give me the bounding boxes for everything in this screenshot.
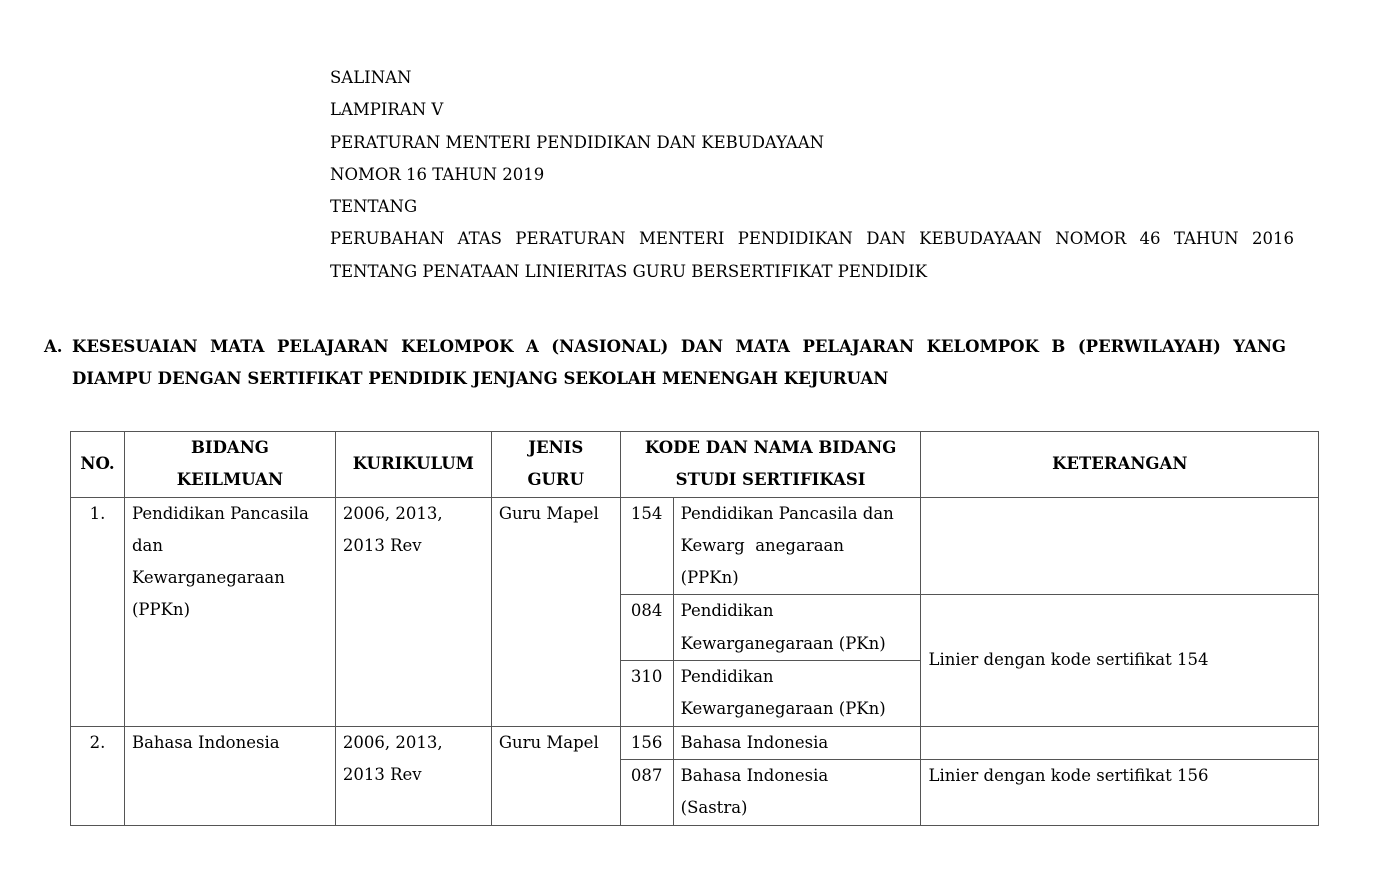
cert-name-line: (PPKn) (680, 568, 739, 588)
bidang-line: dan (131, 535, 163, 555)
row-kurikulum (335, 497, 491, 726)
header-line-peraturan: PERATURAN MENTERI PENDIDIKAN DAN KEBUDAYAAN (330, 132, 825, 152)
cert-name-line: Kewarganegaraan (PKn) (680, 699, 886, 719)
header-line-perubahan: PERUBAHAN ATAS PERATURAN MENTERI PENDIDIKAN DAN KEBUDAYAAN NOMOR 46 TAHUN 2016 (330, 229, 1294, 249)
header-line-penataan: TENTANG PENATAAN LINIERITAS GURU BERSERTIFIKAT PENDIDIK (330, 261, 928, 281)
cert-name-line: (Sastra) (680, 798, 748, 818)
kurikulum-line: 2006, 2013, (342, 503, 443, 523)
kurikulum-line: 2006, 2013, (342, 732, 443, 752)
cert-name (673, 726, 921, 759)
cert-name-line: Bahasa Indonesia (680, 732, 829, 752)
header-line-lampiran: LAMPIRAN V (330, 100, 444, 120)
cert-name-line: Kewarganegaraan (PKn) (680, 633, 886, 653)
bidang-line: Pendidikan Pancasila (131, 503, 309, 523)
cert-name-line: Pendidikan (680, 667, 774, 687)
row-keterangan (921, 726, 1319, 759)
cert-code: 154 (620, 497, 673, 595)
row-jenis-guru: Guru Mapel (491, 726, 620, 825)
row-jenis-guru: Guru Mapel (491, 497, 620, 726)
row-no: 1. (71, 497, 125, 726)
section-title-line1: KESESUAIAN MATA PELAJARAN KELOMPOK A (NASIONAL) DAN MATA PELAJARAN KELOMPOK B (PERWILAYAH) YANG (72, 337, 1286, 356)
row-kurikulum (335, 726, 491, 825)
header-jenis-line2: GURU (527, 470, 585, 490)
section-heading-a (44, 331, 1286, 395)
cert-name-line: Kewarg anegaraan (680, 535, 845, 555)
header-bidang-line2: KEILMUAN (176, 470, 284, 490)
cert-name (673, 497, 921, 595)
row-keterangan: Linier dengan kode sertifikat 154 (921, 595, 1319, 726)
cert-name (673, 759, 921, 825)
header-kode-line1: KODE DAN NAMA BIDANG (644, 438, 897, 457)
header-kode-line2: STUDI SERTIFIKASI (675, 470, 866, 490)
section-letter: A. (44, 337, 63, 356)
cert-code: 310 (620, 661, 673, 727)
bidang-line: (PPKn) (131, 600, 191, 620)
header-jenis-guru (491, 432, 620, 498)
cert-name (673, 595, 921, 661)
cert-name-line: Bahasa Indonesia (680, 765, 829, 785)
cert-code: 087 (620, 759, 673, 825)
kurikulum-line: 2013 Rev (342, 535, 422, 555)
table-row (71, 726, 1319, 759)
cert-code: 084 (620, 595, 673, 661)
document-header (330, 62, 1294, 288)
bidang-line: Bahasa Indonesia (131, 732, 280, 752)
row-bidang-keilmuan (124, 497, 335, 726)
table-row (71, 497, 1319, 595)
cert-name-line: Pendidikan Pancasila dan (680, 503, 894, 523)
kurikulum-line: 2013 Rev (342, 764, 422, 784)
cert-code: 156 (620, 726, 673, 759)
header-bidang-line1: BIDANG (190, 438, 269, 457)
table-header-row (71, 432, 1319, 498)
section-title-line2: DIAMPU DENGAN SERTIFIKAT PENDIDIK JENJANG SEKOLAH MENENGAH KEJURUAN (72, 369, 889, 388)
bidang-line: Kewarganegaraan (131, 568, 285, 588)
linieritas-table (70, 431, 1319, 826)
header-line-tentang: TENTANG (330, 197, 418, 217)
header-bidang-keilmuan (124, 432, 335, 498)
cert-name (673, 661, 921, 727)
header-no: NO. (71, 432, 125, 498)
row-keterangan (921, 497, 1319, 595)
header-line-salinan: SALINAN (330, 68, 412, 87)
row-bidang-keilmuan (124, 726, 335, 825)
cert-name-line: Pendidikan (680, 601, 774, 621)
header-line-nomor: NOMOR 16 TAHUN 2019 (330, 164, 545, 184)
header-kode-nama-bidang (620, 432, 921, 498)
header-kurikulum: KURIKULUM (335, 432, 491, 498)
header-keterangan: KETERANGAN (921, 432, 1319, 498)
row-keterangan: Linier dengan kode sertifikat 156 (921, 759, 1319, 825)
header-jenis-line1: JENIS (528, 438, 584, 457)
row-no: 2. (71, 726, 125, 825)
